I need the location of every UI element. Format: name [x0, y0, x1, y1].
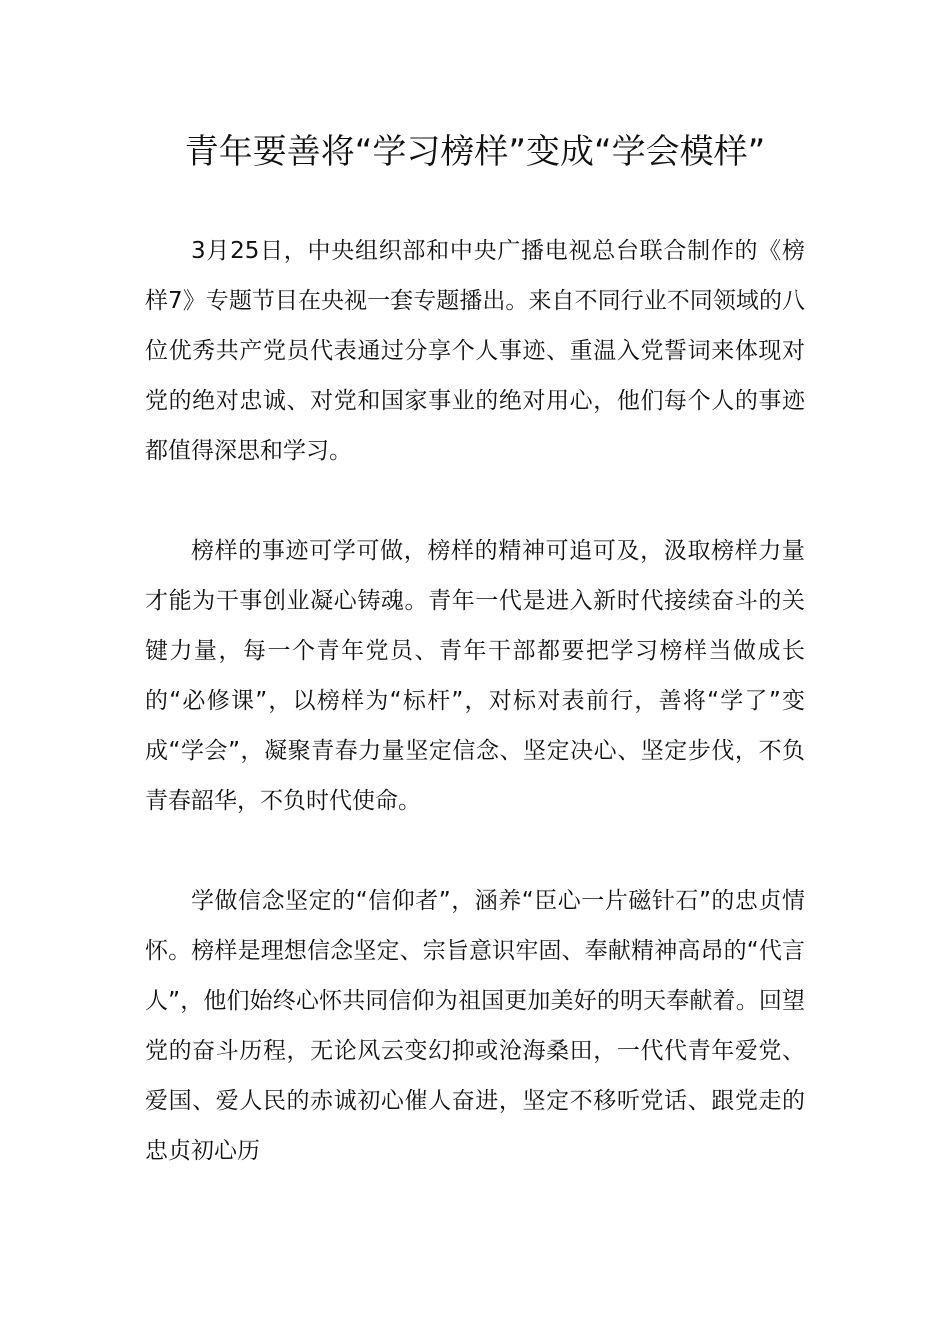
document-title: 青年要善将“学习榜样”变成“学会模样”	[184, 132, 766, 172]
paragraph-3: 学做信念坚定的“信仰者”，涵养“臣心一片磁针石”的忠贞情怀。榜样是理想信念坚定、宗旨意识牢固、奉献精神高昂的“代言人”，他们始终心怀共同信仰为祖国更加美好的明天奉献着。回望党的奋斗历程，无论风云变幻抑或沧海桑田，一代代青年爱党、爱国、爱人民的赤诚初心催人奋进，坚定不移听党话、跟党走的忠贞初心历	[145, 888, 805, 1164]
paragraph-2: 榜样的事迹可学可做，榜样的精神可追可及，汲取榜样力量才能为干事创业凝心铸魂。青年一代是进入新时代接续奋斗的关键力量，每一个青年党员、青年干部都要把学习榜样当做成长的“必修课”，以榜样为“标杆”，对标对表前行，善将“学了”变成“学会”，凝聚青春力量坚定信念、坚定决心、坚定步伐，不负青春韶华，不负时代使命。	[145, 538, 805, 814]
paragraph-1: 3月25日，中央组织部和中央广播电视总台联合制作的《榜样7》专题节目在央视一套专题播出。来自不同行业不同领域的八位优秀共产党员代表通过分享个人事迹、重温入党誓词来体现对党的绝对忠诚、对党和国家事业的绝对用心，他们每个人的事迹都值得深思和学习。	[145, 238, 805, 464]
document-body	[145, 226, 805, 1226]
